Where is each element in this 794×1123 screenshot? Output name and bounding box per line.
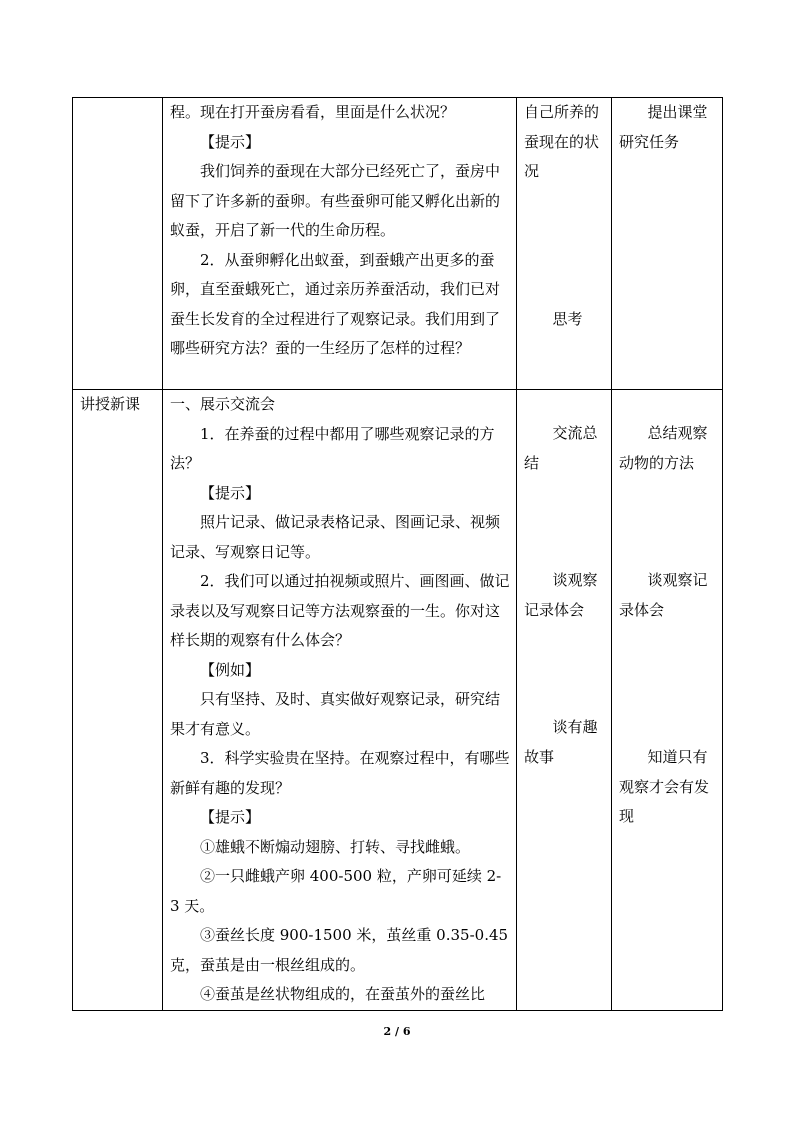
lesson-plan-table: [72, 97, 723, 1011]
example-heading: 【例如】: [200, 660, 261, 679]
content-paragraph: 3．科学实验贵在坚持。在观察过程中，有哪些新鲜有趣的发现？: [170, 749, 510, 797]
stage-cell: 讲授新课: [73, 390, 163, 1011]
table-row: [73, 390, 723, 1011]
student-activity-cell: [517, 98, 612, 390]
content-paragraph: ④蚕茧是丝状物组成的，在蚕茧外的蚕丝比: [200, 985, 486, 1003]
content-paragraph: 只有坚持、及时、真实做好观察记录，研究结果才有意义。: [170, 690, 501, 738]
teaching-content-cell: [163, 390, 517, 1011]
content-paragraph: ①雄蛾不断煽动翅膀、打转、寻找雌蛾。: [200, 837, 471, 856]
student-activity-text: 谈有趣故事: [524, 718, 598, 766]
hint-heading: 【提示】: [200, 483, 261, 502]
hint-heading: 【提示】: [200, 132, 261, 151]
content-line: 程。现在打开蚕房看看，里面是什么状况？: [170, 103, 456, 121]
design-intent-text: 提出课堂研究任务: [619, 103, 708, 151]
student-activity-text: 思考: [552, 309, 583, 328]
content-paragraph: ③蚕丝长度 900-1500 米，茧丝重 0.35-0.45 克，蚕茧是由一根丝组成的。: [170, 926, 509, 974]
table-row: [73, 98, 723, 390]
student-activity-text: 谈观察记录体会: [524, 571, 598, 619]
design-intent-text: 谈观察记录体会: [619, 571, 708, 619]
stage-cell: [73, 98, 163, 390]
student-activity-cell: [517, 390, 612, 1011]
content-paragraph: 2．我们可以通过拍视频或照片、画图画、做记录表以及写观察日记等方法观察蚕的一生。你对这样长期的观察有什么体会？: [170, 572, 510, 649]
content-paragraph: 我们饲养的蚕现在大部分已经死亡了，蚕房中留下了许多新的蚕卵。有些蚕卵可能又孵化出新的蚁蚕，开启了新一代的生命历程。: [170, 162, 501, 239]
content-paragraph: 照片记录、做记录表格记录、图画记录、视频记录、写观察日记等。: [170, 513, 501, 561]
design-intent-text: 知道只有观察才会有发现: [619, 748, 710, 825]
hint-heading: 【提示】: [200, 808, 261, 826]
page-number: 2 / 6: [383, 1025, 411, 1038]
student-activity-text: 交流总结: [524, 424, 598, 472]
content-paragraph: 1．在养蚕的过程中都用了哪些观察记录的方法？: [170, 424, 495, 472]
teaching-content-cell: [163, 98, 517, 390]
content-paragraph: 2．从蚕卵孵化出蚁蚕，到蚕蛾产出更多的蚕卵，直至蚕蛾死亡，通过亲历养蚕活动，我们已对蚕生长发育的全过程进行了观察记录。我们用到了哪些研究方法？蚕的一生经历了怎样的过程？: [170, 250, 501, 357]
design-intent-cell: [612, 98, 723, 390]
content-paragraph: ②一只雌蛾产卵 400-500 粒，产卵可延续 2-3 天。: [170, 867, 502, 915]
section-heading: 一、展示交流会: [170, 395, 276, 413]
design-intent-cell: [612, 390, 723, 1011]
student-activity-text: 自己所养的蚕现在的状况: [524, 103, 600, 180]
design-intent-text: 总结观察动物的方法: [619, 424, 708, 472]
